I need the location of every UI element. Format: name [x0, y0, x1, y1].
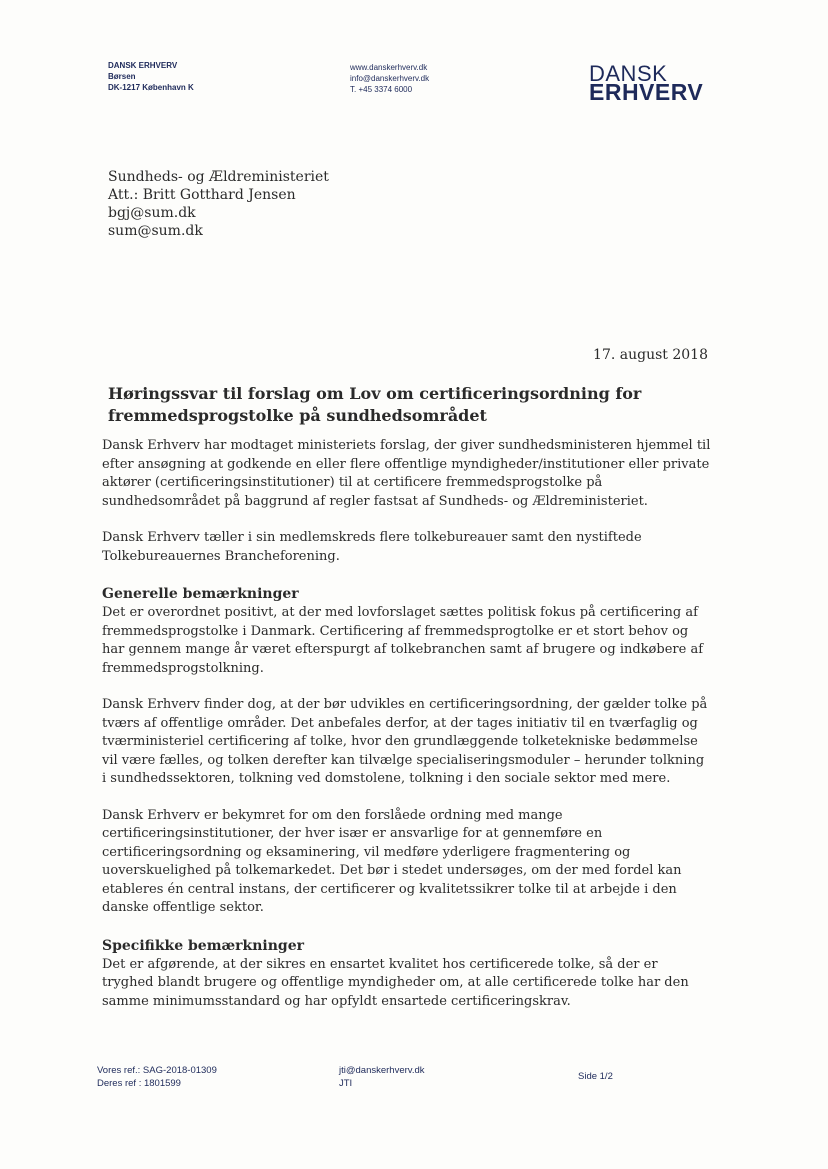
- logo-line-1: DANSK: [589, 61, 668, 86]
- paragraph-general-2: Dansk Erhverv finder dog, at der bør udvikles en certificeringsordning, der gælder tolke på tværs af offentlige områder. Det anbefales derfor, at der tages initiativ til en tværfaglig og tværministeriel certificering af tolke, hvor den grundlæggende tolketekniske bedømmelse vil være fælles, og tolken derefter kan tilvælge specialiseringsmoduler – herunder tolkning i sundhedssektoren, tolkning ved domstolene, tolkning i den sociale sektor med mere.: [102, 697, 708, 786]
- footer-references: [97, 1064, 217, 1090]
- sender-address: [108, 60, 194, 93]
- recipient-email-1: bgj@sum.dk: [108, 205, 196, 221]
- letter-heading: Høringssvar til forslag om Lov om certificeringsordning for fremmedsprogstolke på sundhedsområdet: [108, 384, 642, 425]
- sender-building: Børsen: [108, 72, 136, 81]
- sender-contact: [350, 62, 429, 95]
- recipient-block: [108, 168, 329, 240]
- sender-street: DK-1217 København K: [108, 83, 194, 92]
- letter-body: [102, 437, 712, 1029]
- logo-line-2: ERHVERV: [589, 79, 704, 105]
- recipient-email-2: sum@sum.dk: [108, 223, 203, 239]
- page-number: Side 1/2: [578, 1071, 613, 1082]
- sender-phone: T. +45 3374 6000: [350, 85, 413, 94]
- sender-email: info@danskerhverv.dk: [350, 74, 430, 83]
- contact-email: jti@danskerhverv.dk: [339, 1065, 425, 1076]
- paragraph-specific-1: Det er afgørende, at der sikres en ensartet kvalitet hos certificerede tolke, så der er tryghed blandt brugere og offentlige myndigheder om, at alle certificerede tolke har den samme minimumsstandard og har opfyldt ensartede certificeringskrav.: [102, 956, 689, 1009]
- sender-org: DANSK ERHVERV: [108, 61, 178, 70]
- paragraph-general-1: Det er overordnet positivt, at der med lovforslaget sættes politisk fokus på certificering af fremmedsprogstolke i Danmark. Certificering af fremmedsprogtolke er et stort behov og har gennem mange år været efterspurgt af tolkebranchen samt af brugere og indkøbere af fremmedsprogstolkning.: [102, 605, 704, 676]
- footer-contact: [339, 1064, 425, 1090]
- section-heading-specific: Specifikke bemærkninger: [102, 937, 304, 954]
- recipient-ministry: Sundheds- og Ældreministeriet: [108, 169, 329, 185]
- paragraph-intro: Dansk Erhverv har modtaget ministeriets forslag, der giver sundhedsministeren hjemmel til efter ansøgning at godkende en eller flere offentlige myndigheder/institutioner eller private aktører (certificeringsinstitutioner) til at certificere fremmedsprogstolke på sundhedsområdet på baggrund af regler fastsat af Sundheds- og Ældreministeriet.: [102, 438, 711, 509]
- our-reference: Vores ref.: SAG-2018-01309: [97, 1065, 217, 1076]
- dansk-erhverv-logo: [589, 61, 704, 105]
- paragraph-general-3: Dansk Erhverv er bekymret for om den forslåede ordning med mange certificeringsinstitutioner, der hver især er ansvarlige for at gennemføre en certificeringsordning og eksaminering, vil medføre yderligere fragmentering og uoverskuelighed på tolkemarkedet. Det bør i stedet undersøges, om der med fordel kan etableres én central instans, der certificerer og kvalitetssikrer tolke til at arbejde i den danske offentlige sektor.: [102, 807, 682, 915]
- paragraph-members: Dansk Erhverv tæller i sin medlemskreds flere tolkebureauer samt den nystiftede Tolkebureauernes Brancheforening.: [102, 530, 642, 564]
- contact-initials: JTI: [339, 1078, 353, 1089]
- recipient-attention: Att.: Britt Gotthard Jensen: [108, 187, 296, 203]
- sender-web: www.danskerhverv.dk: [350, 63, 428, 72]
- section-heading-general: Generelle bemærkninger: [102, 586, 299, 602]
- letter-date: 17. august 2018: [593, 347, 708, 363]
- your-reference: Deres ref : 1801599: [97, 1078, 181, 1089]
